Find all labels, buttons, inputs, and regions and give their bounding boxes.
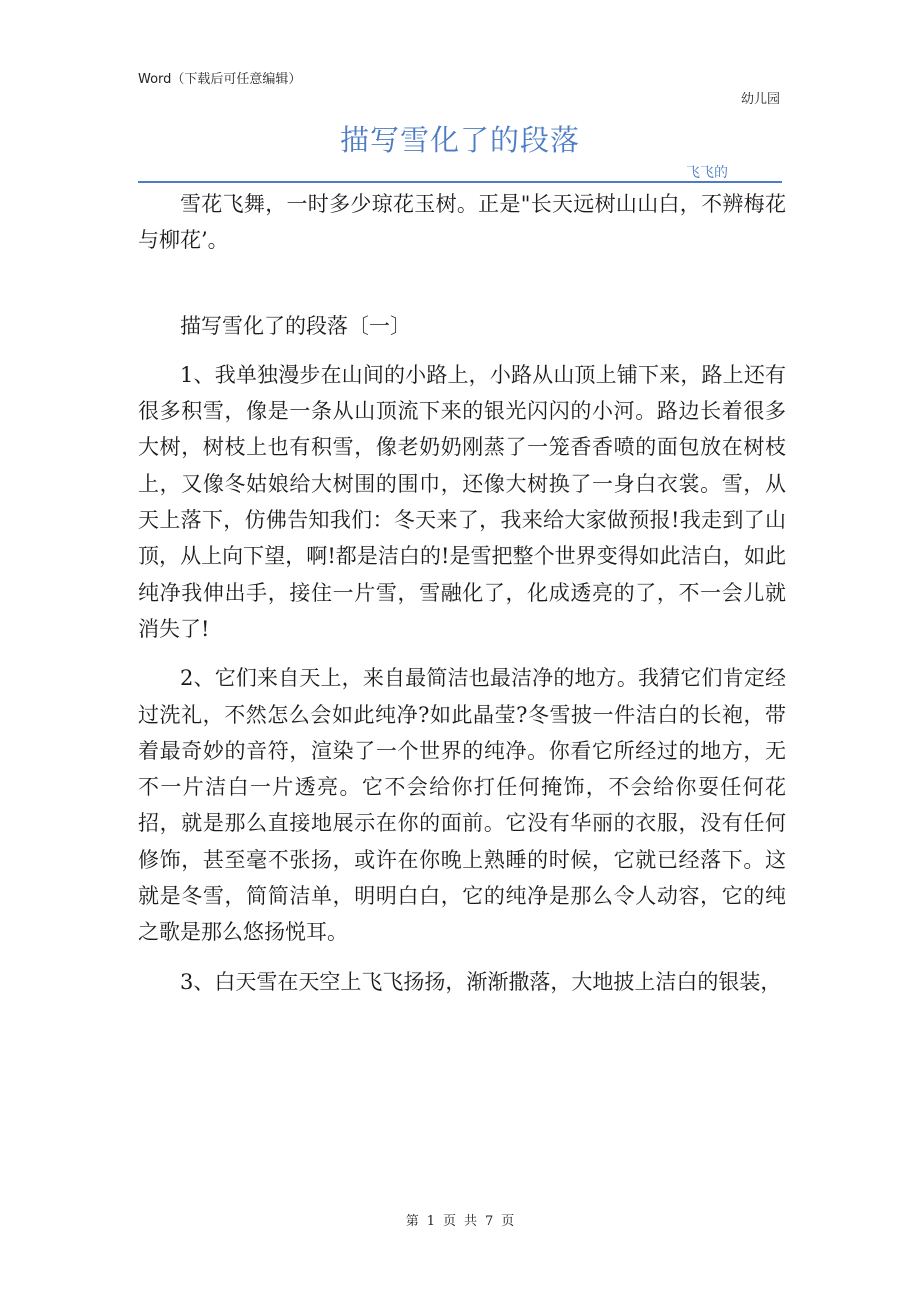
paragraph-3: 3、白天雪在天空上飞飞扬扬，渐渐撒落，大地披上洁白的银装，	[180, 969, 782, 994]
footer-page-label: 第	[405, 1214, 419, 1229]
page-title: 描写雪化了的段落	[339, 123, 580, 157]
header-category: 幼儿园	[740, 92, 780, 107]
page-footer	[0, 1210, 920, 1229]
footer-total-label: 共	[464, 1214, 478, 1229]
intro-paragraph: 雪花飞舞，一时多少琼花玉树。正是"长天远树山山白，不辨梅花与柳花’。	[138, 192, 786, 253]
section-heading: 描写雪化了的段落〔一〕	[180, 313, 411, 338]
author-name: 飞飞的	[686, 165, 728, 181]
footer-page-unit: 页	[442, 1214, 456, 1229]
title-divider	[138, 181, 782, 183]
paragraph-1: 1、我单独漫步在山间的小路上，小路从山顶上铺下来，路上还有很多积雪，像是一条从山顶流下来的银光闪闪的小河。路边长着很多大树，树枝上也有积雪，像老奶奶刚蒸了一笼香香喷的面包放在树枝上，又像冬姑娘给大树围的围巾，还像大树换了一身白衣裳。雪，从天上落下，仿佛告知我们：冬天来了，我来给大家做预报!我走到了山顶，从上向下望，啊!都是洁白的!是雪把整个世界变得如此洁白，如此纯净我伸出手，接住一片雪，雪融化了，化成透亮的了，不一会儿就消失了!	[138, 362, 786, 641]
document-body	[138, 186, 786, 1000]
paragraph-2: 2、它们来自天上，来自最简洁也最洁净的地方。我猜它们肯定经过洗礼，不然怎么会如此纯净?如此晶莹?冬雪披一件洁白的长袍，带着最奇妙的音符，渲染了一个世界的纯净。你看它所经过的地方，无不一片洁白一片透亮。它不会给你打任何掩饰，不会给你耍任何花招，就是那么直接地展示在你的面前。它没有华丽的衣服，没有任何修饰，甚至毫不张扬，或许在你晚上熟睡的时候，它就已经落下。这就是冬雪，简简洁单，明明白白，它的纯净是那么令人动容，它的纯之歌是那么悠扬悦耳。	[138, 666, 786, 945]
header-doc-label: Word（下载后可任意编辑）	[138, 72, 302, 87]
footer-page-number: 1	[426, 1214, 435, 1229]
footer-total-unit: 页	[501, 1214, 515, 1229]
footer-total-pages: 7	[485, 1214, 494, 1229]
